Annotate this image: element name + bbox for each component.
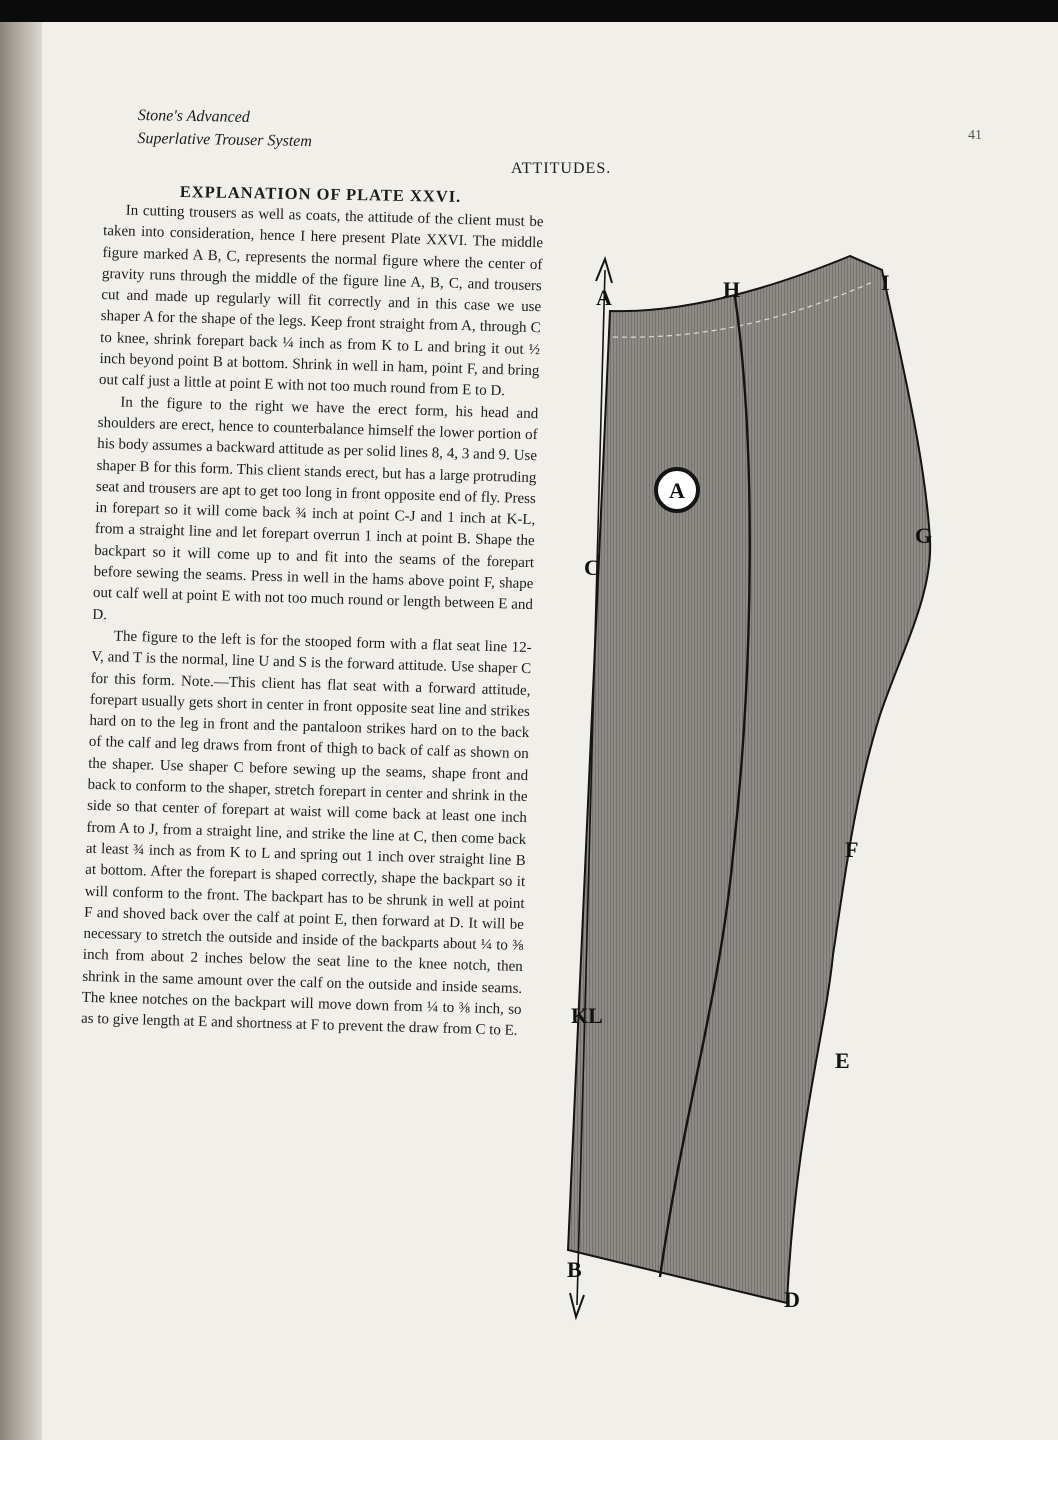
label-d: D <box>784 1287 800 1312</box>
running-head <box>137 104 312 153</box>
section-title: ATTITUDES. <box>511 160 612 177</box>
page-gutter <box>0 22 42 1440</box>
label-kl: KL <box>571 1003 603 1028</box>
trouser-pattern-diagram <box>555 235 950 1330</box>
plate-heading: EXPLANATION OF PLATE XXVI. <box>179 182 462 206</box>
label-h: H <box>723 277 741 302</box>
label-f: F <box>845 837 859 862</box>
pattern-shape <box>568 256 933 1303</box>
label-a: A <box>596 285 612 310</box>
label-b: B <box>567 1257 582 1282</box>
paragraph-stooped-form: The figure to the left is for the stooped form with a flat seat line 12-V, and T is the normal, line U and S is the forward attitude. Use shaper C for this form. Note.—This client has flat seat with a forward attitude, forepart usually gets short in center in front opposite seat line and strikes hard on to the leg in front and the pantaloon strikes hard on to the back of the calf and leg draws from front of thigh to back of calf as shown on the shaper. Use shaper C before sewing up the seams, shape front and back to conform to the shaper, stretch forepart in center and shrink in the side so that center of forepart at waist will come back at least one inch from A to J, from a straight line, and strike the line at C, then come back at least ¾ inch as from K to L and spring out 1 inch over straight line B at bottom. After the forepart is shaped correctly, shape the backpart so it will conform to the front. The backpart has to be shrunk in well at point F and shoved back over the calf at point E, then forward at D. It will be necessary to stretch the outside and inside of the backparts about ¼ to ⅜ inch from about 2 inches below the seat line to the knee notch, then shrink in the same amount over the calf on the outside and inside seams. The knee notches on the backpart will move down from ¼ to ⅜ inch, so as to give length at E and shortness at F to prevent the draw from C to E. <box>80 628 532 1040</box>
paragraph-normal-figure: In cutting trousers as well as coats, the attitude of the client must be taken into consideration, hence I here present Plate XXVI. The middle figure marked A B, C, represents the normal figure where the center of gravity runs through the middle of the figure line A, B, C, and trousers cut and made up regularly will fit correctly and in this case we use shaper A for the shape of the legs. Keep front straight from A, through C to knee, shrink forepart back ¼ inch as from K to L and bring it out ½ inch beyond point B at bottom. Shrink in well in ham, point F, and bring out calf just a little at point E with not too much round from E to D. <box>98 202 544 400</box>
body-text <box>81 200 544 1043</box>
page-number: 41 <box>968 128 982 143</box>
paragraph-erect-form: In the figure to the right we have the erect form, his head and shoulders are erect, hence to counterbalance himself the lower portion of his body assumes a backward attitude as per solid lines 8, 4, 3 and 9. Use shaper B for this form. This client stands erect, but has a large protruding seat and trousers are apt to get too long in front opposite end of fly. Press in forepart so it will come back ¾ inch at point C-J and 1 inch at K-L, from a straight line and let forepart overrun 1 inch at point B. Shape the backpart so it will come up to and fit into the seams of the forepart before sewing the seams. Press in well in the hams above point F, shape out calf well at point E with not too much round or length between E and D. <box>92 394 539 623</box>
label-i: I <box>881 270 890 295</box>
bottom-margin <box>0 1440 1058 1497</box>
label-g: G <box>915 523 933 548</box>
label-e: E <box>835 1048 850 1073</box>
shaper-circle-label: A <box>669 478 685 503</box>
running-head-line2: Superlative Trouser System <box>137 129 313 151</box>
top-border <box>0 0 1058 22</box>
label-c: C <box>584 555 600 580</box>
running-head-line1: Stone's Advanced <box>137 106 250 126</box>
